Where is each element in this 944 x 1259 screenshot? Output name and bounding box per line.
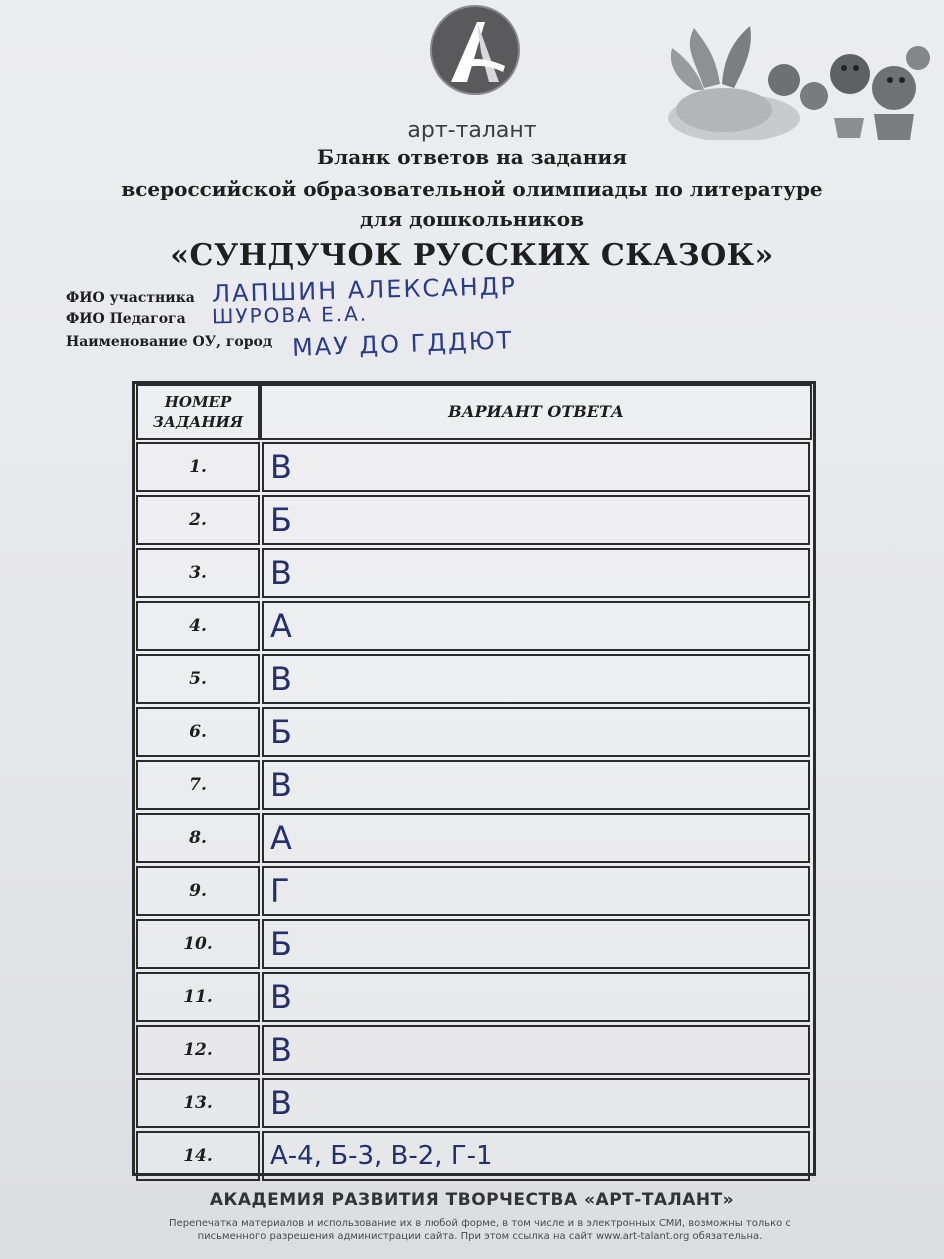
- answer-cell: В: [262, 442, 810, 492]
- task-number: 7.: [136, 760, 260, 810]
- org-label: Наименование ОУ, город: [66, 334, 273, 350]
- answer-cell: В: [262, 972, 810, 1022]
- answer-cell: В: [262, 1025, 810, 1075]
- teacher-value: ШУРОВА Е.А.: [211, 301, 369, 329]
- answer-cell: А-4, Б-3, В-2, Г-1: [262, 1131, 810, 1181]
- task-number: 8.: [136, 813, 260, 863]
- title-line-3: для дошкольников: [360, 207, 584, 231]
- teacher-label: ФИО Педагога: [66, 311, 186, 327]
- task-number: 5.: [136, 654, 260, 704]
- footer-note: [100, 1217, 860, 1243]
- answer-cell: В: [262, 1078, 810, 1128]
- task-number: 10.: [136, 919, 260, 969]
- task-number: 11.: [136, 972, 260, 1022]
- answer-cell: В: [262, 760, 810, 810]
- footer-note-line-2: письменного разрешения администрации сайта. При этом ссылка на сайт www.art-talant.org обязательна.: [197, 1231, 763, 1242]
- answer-cell: В: [262, 548, 810, 598]
- answer-cell: Б: [262, 495, 810, 545]
- task-number: 6.: [136, 707, 260, 757]
- org-value: МАУ ДО ГДДЮТ: [291, 326, 514, 362]
- answer-cell: А: [262, 813, 810, 863]
- header-num-line-2: ЗАДАНИЯ: [152, 413, 244, 431]
- brand-name: арт-талант: [407, 118, 537, 143]
- task-number: 1.: [136, 442, 260, 492]
- olympiad-name: «СУНДУЧОК РУССКИХ СКАЗОК»: [170, 238, 774, 273]
- header-task-number: [136, 384, 260, 440]
- task-number: 14.: [136, 1131, 260, 1181]
- answer-cell: В: [262, 654, 810, 704]
- task-number: 4.: [136, 601, 260, 651]
- footer-title: АКАДЕМИЯ РАЗВИТИЯ ТВОРЧЕСТВА «АРТ-ТАЛАНТ»: [209, 1190, 735, 1210]
- task-number: 12.: [136, 1025, 260, 1075]
- title-line-2: всероссийской образовательной олимпиады по литературе: [121, 177, 823, 201]
- participant-label: ФИО участника: [66, 290, 195, 306]
- task-number: 3.: [136, 548, 260, 598]
- answer-cell: А: [262, 601, 810, 651]
- task-number: 2.: [136, 495, 260, 545]
- answer-cell: Б: [262, 707, 810, 757]
- task-number: 13.: [136, 1078, 260, 1128]
- answer-cell: Б: [262, 919, 810, 969]
- answer-cell: Г: [262, 866, 810, 916]
- fairy-tale-illustration: [664, 18, 936, 140]
- task-number: 9.: [136, 866, 260, 916]
- header-num-line-1: НОМЕР: [164, 393, 232, 411]
- footer-note-line-1: Перепечатка материалов и использование их в любой форме, в том числе и в электронных СМИ, возможны только с: [169, 1218, 791, 1229]
- art-talant-logo-icon: [425, 0, 525, 112]
- participant-value: ЛАПШИН АЛЕКСАНДР: [211, 272, 518, 308]
- header-answer: ВАРИАНТ ОТВЕТА: [260, 384, 812, 440]
- title-line-1: Бланк ответов на задания: [317, 145, 627, 169]
